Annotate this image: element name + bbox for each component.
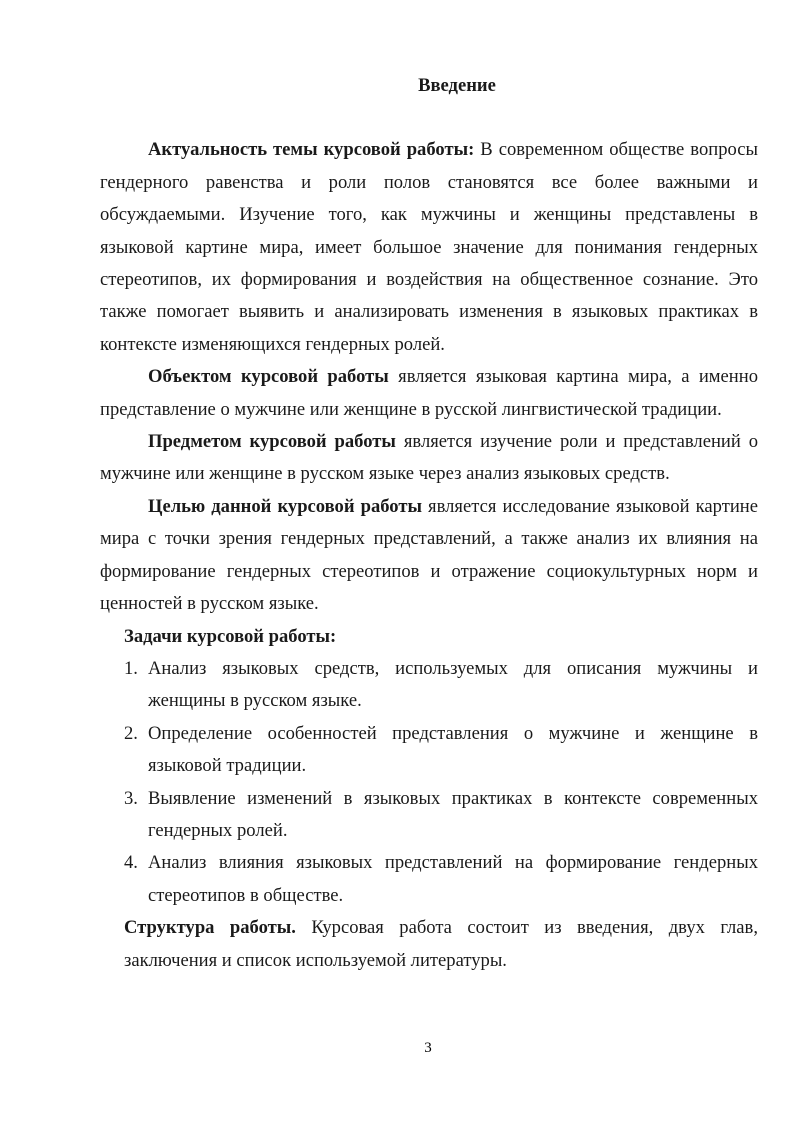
page-title: Введение xyxy=(418,75,496,96)
goal-paragraph xyxy=(100,491,758,621)
object-label: Объектом курсовой работы xyxy=(148,366,389,388)
tasks-list xyxy=(100,653,758,912)
relevance-label: Актуальность темы курсовой работы: xyxy=(148,139,475,161)
subject-paragraph xyxy=(100,426,758,491)
page-number: 3 xyxy=(424,1040,432,1056)
subject-text: является изучение роли и представлений о мужчине или женщине в русском языке через анализ языковых средств. xyxy=(100,431,759,485)
goal-label: Целью данной курсовой работы xyxy=(148,495,422,517)
relevance-text: В современном обществе вопросы гендерного равенства и роли полов становятся все более важными и обсуждаемыми. Изучение того, как мужчины и женщины представлены в языковой картине мира, имеет большое значение для понимания гендерных стереотипов, их формирования и воздействия на общественное сознание. Это также помогает выявить и анализировать изменения в языковых практиках в контексте изменяющихся гендерных ролей. xyxy=(100,139,758,355)
object-text: является языковая картина мира, а именно представление о мужчине или женщине в русской лингвистической традиции. xyxy=(100,366,758,420)
object-paragraph xyxy=(100,361,758,426)
list-item xyxy=(100,653,758,718)
list-item-text: Определение особенностей представления о мужчине и женщине в языковой традиции. xyxy=(148,722,758,777)
list-item xyxy=(100,783,758,848)
list-item-number: 3. xyxy=(124,787,138,809)
list-item-number: 2. xyxy=(124,722,138,744)
relevance-paragraph xyxy=(100,134,758,361)
structure-label: Структура работы. xyxy=(124,917,296,939)
goal-text: является исследование языковой картине мира с точки зрения гендерных представлений, а также анализ их влияния на формирование гендерных стереотипов и отражение социокультурных норм и ценностей в русском языке. xyxy=(100,495,759,615)
list-item-number: 4. xyxy=(124,852,138,874)
tasks-heading: Задачи курсовой работы: xyxy=(124,625,337,647)
structure-text: Курсовая работа состоит из введения, двух глав, заключения и список используемой литературы. xyxy=(124,917,758,971)
list-item-text: Анализ влияния языковых представлений на формирование гендерных стереотипов в обществе. xyxy=(148,852,758,906)
list-item-text: Выявление изменений в языковых практиках в контексте современных гендерных ролей. xyxy=(148,787,758,841)
subject-label: Предметом курсовой работы xyxy=(148,431,396,453)
list-item-text: Анализ языковых средств, используемых для описания мужчины и женщины в русском языке. xyxy=(148,657,758,712)
list-item xyxy=(100,847,758,912)
list-item xyxy=(100,718,758,783)
structure-paragraph xyxy=(100,912,758,977)
list-item-number: 1. xyxy=(124,657,138,679)
